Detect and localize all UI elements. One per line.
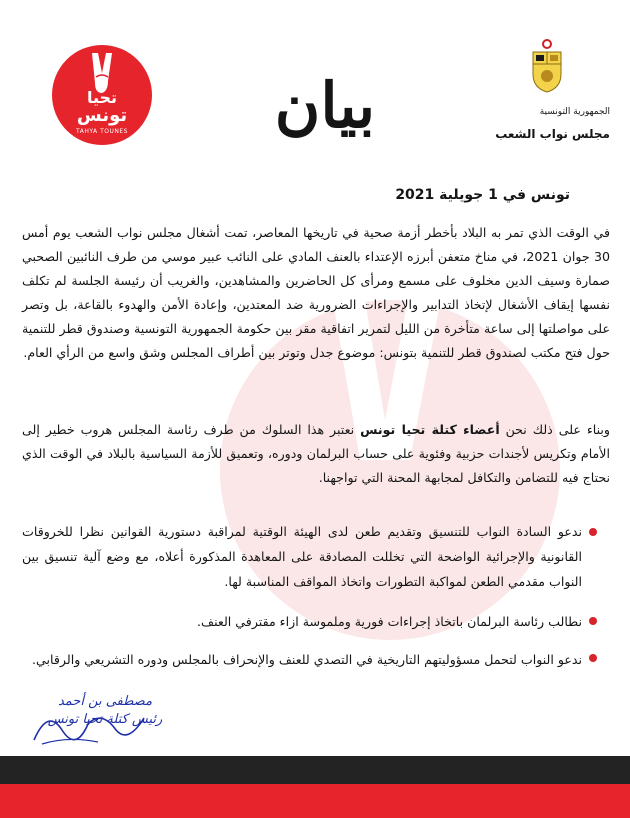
- paragraph-1: في الوقت الذي تمر به البلاد بأخطر أزمة صحية في تاريخها المعاصر، تمت أشغال مجلس نواب الشعب يوم أمس 30 جوان 2021، في مناخ متعفن أبرزه الإعتداء بالعنف المادي على النائب عبير موسي من طرف النائبين الصحبي صمارة وسيف الدين مخلوف على مسمع ومرأى كل الحاضرين والمشاهدين، والغريب أن رئيسة الجلسة لم تكلف نفسها إيقاف الأشغال لإتخاذ التدابير والإجراءات الضرورية ضد المعتدين، وإعادة الأمن والهدوء بالقاعة، بل وتصر على مواصلتها إلى ساعة متأخرة من الليل لتمرير اتفاقية مقر بين حكومة الجمهورية التونسية وصندوق قطر للتنمية حول فتح مكتب لصندوق قطر للتنمية بتونس: موضوع جدل وتوتر بين أطراف المجلس وشق واسع من الرأي العام.: [22, 225, 610, 360]
- statement-date: تونس في 1 جويلية 2021: [395, 187, 570, 203]
- tahya-tounes-logo: [52, 45, 152, 145]
- bullet-icon: [589, 654, 597, 662]
- paragraph-2-after: نعتبر هذا السلوك من طرف رئاسة المجلس هروب خطير إلى الأمام وتكريس لأجندات حزبية وفئوية على حساب البرلمان ودوره، وتعميق للأزمة السياسية بالبلاد في الوقت الذي نحتاج فيه للتضامن والتكافل لمجابهة المحنة التي تواجهنا.: [22, 422, 610, 485]
- logo-text-line2: تونس: [76, 105, 128, 126]
- page-title: بيان: [274, 69, 376, 142]
- bullet-icon: [589, 617, 597, 625]
- footer-dark-band: [0, 756, 630, 784]
- paragraph-2: [22, 418, 610, 490]
- handwritten-signature: [28, 700, 148, 748]
- signatory-role: رئيس كتلة تحيا تونس: [47, 712, 163, 727]
- signatory-name: مصطفى بن أحمد: [57, 694, 153, 709]
- paragraph-2-before: وبناء على ذلك نحن: [499, 422, 610, 437]
- logo-caption: TAHYA TOUNES: [76, 128, 128, 135]
- bullet-item-3: ندعو النواب لتحمل مسؤوليتهم التاريخية في التصدي للعنف والإنحراف بالمجلس ودوره التشريعي والرقابي.: [32, 652, 582, 667]
- bullet-item-1: ندعو السادة النواب للتنسيق وتقديم طعن لدى الهيئة الوقتية لمراقبة دستورية القوانين نظرا للخروقات القانونية والإجرائية الواضحة التي تخللت المصادقة على المعاهدة المذكورة أعلاه، مع وضع آلية تنسيق بين النواب مقدمي الطعن لمواكبة التطورات واتخاذ المواقف المناسبة لها.: [22, 524, 582, 589]
- paragraph-2-bloc-name: أعضاء كتلة تحيا تونس: [360, 422, 500, 437]
- logo-text-line1: تحيا: [86, 88, 118, 107]
- republic-label: الجمهورية التونسية: [539, 107, 610, 117]
- tunisia-emblem-icon: [530, 38, 564, 94]
- bullet-icon: [589, 528, 597, 536]
- footer-red-band: [0, 784, 630, 818]
- bullet-item-2: نطالب رئاسة البرلمان باتخاذ إجراءات فورية وملموسة ازاء مقترفي العنف.: [197, 614, 582, 629]
- parliament-label: مجلس نواب الشعب: [495, 127, 610, 141]
